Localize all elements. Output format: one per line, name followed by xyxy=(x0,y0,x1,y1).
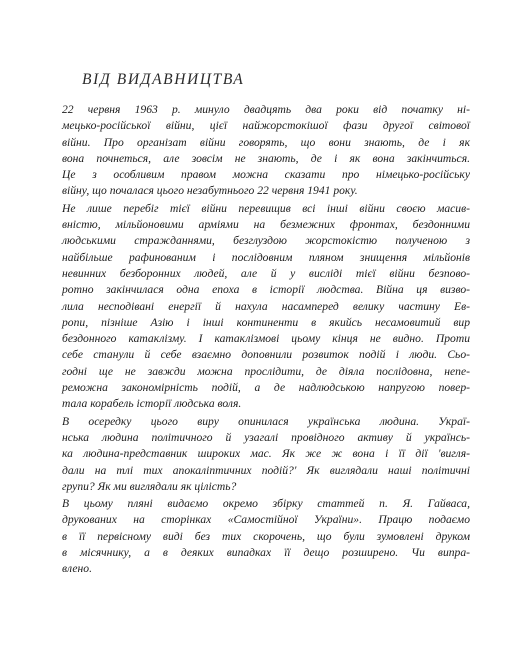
text-line: невинних безборонних людей, але й у висліді тієї війни безпово- xyxy=(62,266,470,280)
text-line: В цьому пляні видаємо окремо збірку статтей п. Я. Гайваса, xyxy=(62,497,470,511)
text-line: ропи, пізніше Азію і інші континенти в якийсь несамовитий вир xyxy=(62,315,470,329)
text-line: В осередку цього виру опинилася українська людина. Украї- xyxy=(62,414,470,428)
text-line: мецько-російської війни, цієї найжорстокішої фази другої світової xyxy=(62,119,470,133)
text-line: війну, що почалася цього незабутнього 22 червня 1941 року. xyxy=(62,184,358,198)
paragraph-3 xyxy=(62,414,470,495)
text-line: влено. xyxy=(62,562,92,576)
text-line: бездонного катаклізму. І катаклізмові цьому кінця не видно. Проти xyxy=(62,332,470,346)
paragraph-4 xyxy=(62,496,470,577)
text-line: війни. Про організат війни говорять, що вони знають, де і як xyxy=(62,135,470,149)
page-heading: ВІД ВИДАВНИЦТВА xyxy=(82,71,245,88)
text-line: тала корабель історії людська воля. xyxy=(62,397,242,411)
text-line: найбільше рафинованим і послідовним пляном знищення мільйонів xyxy=(62,250,470,264)
text-line: в місячнику, а в деяких випадках її дещо розширено. Чи випра- xyxy=(62,546,470,560)
paragraph-1 xyxy=(62,102,470,200)
text-line: реможна закономірність подій, а де надлюдською напругою повер- xyxy=(62,381,470,395)
text-line: ка людина-представник широких мас. Як же ж вона і її дії 'вигля- xyxy=(62,447,470,461)
text-line: Це з особливим правом можна сказати про німецько-російську xyxy=(62,168,470,182)
text-line: лила несподівані енергії й нахула насамперед велику частину Ев- xyxy=(62,299,470,313)
paragraph-2 xyxy=(62,201,470,413)
text-line: годні ще не завжди можна прослідити, де діяла послідовна, непе- xyxy=(62,364,470,378)
text-line: дали на тлі тих апокаліптичних подій?' Як виглядали наші політичні xyxy=(62,463,470,477)
text-line: вністю, мільйоновими арміями на безмежних фронтах, бездонними xyxy=(62,218,470,232)
text-line: 22 червня 1963 р. минуло двадцять два роки від початку ні- xyxy=(62,103,470,116)
text-line: себе станули й себе взаємно доповнили розвиток подій і люди. Сьо- xyxy=(62,348,470,362)
text-line: друкованих на сторінках «Самостійної України». Працю подаємо xyxy=(62,513,470,527)
text-line: ротно закінчилася одна епоха в історії людства. Війна ця визво- xyxy=(62,283,470,297)
text-line: нська людина політичного й узагалі провідного активу й українсь- xyxy=(62,430,470,444)
text-line: групи? Як ми виглядали як цілість? xyxy=(62,479,237,493)
text-line: вона почнеться, але зовсім не знають, де і як вона закінчиться. xyxy=(62,151,470,165)
text-line: в її первісному виді без тих скорочень, що були зумовлені друком xyxy=(62,529,470,543)
text-line: людськими стражданнями, безглуздою жорстокістю полученою з xyxy=(62,234,470,248)
body-text xyxy=(62,102,470,578)
text-line: Не лише перебіг тієї війни перевищив всі інші війни своєю масив- xyxy=(62,201,470,215)
